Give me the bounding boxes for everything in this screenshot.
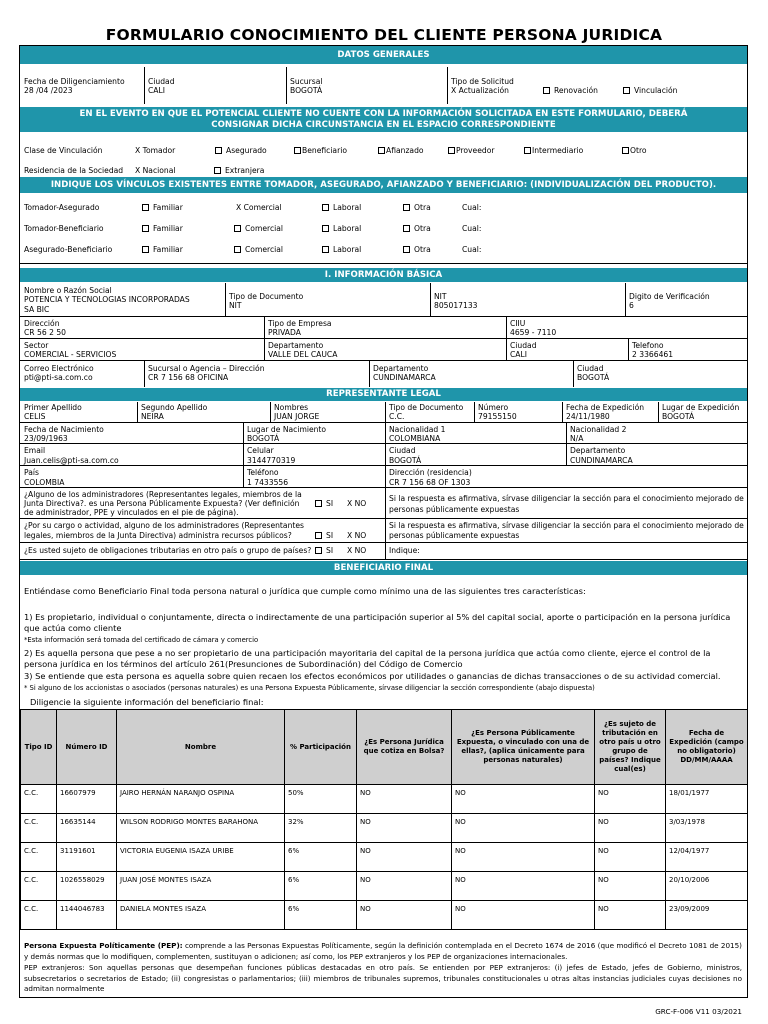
rl-departamento-value[interactable]: CUNDINAMARCA bbox=[570, 456, 633, 465]
ciiu-label: CIIU bbox=[510, 319, 526, 328]
beneficiario-diligencie: Diligencie la siguiente información del beneficiario final: bbox=[30, 697, 264, 707]
beneficiario-p1: 1) Es propietario, individual o conjuntamente, directa o indirectamente de una participación superior al 5% del capital social, aporte o participación en la persona jurídica que actúa como cliente bbox=[24, 612, 731, 633]
vinculo-cual-label: Cual: bbox=[462, 203, 482, 212]
vinculo-familiar-checkbox[interactable]: Familiar bbox=[142, 203, 183, 212]
razon-social-value[interactable]: POTENCIA Y TECNOLOGIAS INCORPORADAS bbox=[24, 295, 190, 304]
tributario-no-option[interactable]: X NO bbox=[347, 546, 367, 555]
nit-value[interactable]: 805017133 bbox=[434, 301, 478, 310]
beneficiario-row bbox=[21, 843, 748, 872]
nit-label: NIT bbox=[434, 292, 447, 301]
vinculo-laboral-checkbox[interactable]: Laboral bbox=[322, 245, 361, 254]
vinculo-cual-label: Cual: bbox=[462, 224, 482, 233]
extranjera-checkbox[interactable]: Extranjera bbox=[214, 166, 264, 175]
vinculo-familiar-checkbox[interactable]: Familiar bbox=[142, 224, 183, 233]
beneficiario-cell[interactable]: 6% bbox=[285, 901, 357, 930]
notice-bar: EN EL EVENTO EN QUE EL POTENCIAL CLIENTE NO CUENTE CON LA INFORMACIÓN SOLICITADA EN ESTE FORMULARIO, DEBERÁ CONSIGNAR DICHA CIRCUNSTANCIA EN EL ESPACIO CORRESPONDIENTE bbox=[20, 107, 747, 132]
beneficiario-cell[interactable]: C.C. bbox=[21, 901, 57, 930]
beneficiario-cell[interactable]: NO bbox=[452, 872, 595, 901]
pep-no-option[interactable]: X NO bbox=[347, 499, 367, 508]
recursos-question-line1: ¿Por su cargo o actividad, alguno de los administradores (Representantes bbox=[24, 521, 304, 530]
nacionalidad2-value[interactable]: N/A bbox=[570, 434, 584, 443]
beneficiario-cell[interactable]: NO bbox=[452, 814, 595, 843]
beneficiario-cell[interactable]: NO bbox=[595, 872, 666, 901]
pep-si-checkbox[interactable]: SI bbox=[315, 499, 333, 508]
recursos-no-option[interactable]: X NO bbox=[347, 531, 367, 540]
vinculo-otra-checkbox[interactable]: Otra bbox=[403, 224, 431, 233]
ciiu-value[interactable]: 4659 - 7110 bbox=[510, 328, 557, 337]
correo-value[interactable]: pti@pti-sa.com.co bbox=[24, 373, 93, 382]
nombres-value[interactable]: JUAN JORGE bbox=[274, 412, 320, 421]
pep-extranjeros-definition: PEP extranjeros: Son aquellas personas que desempeñan funciones públicas destacadas en otro país. Se entienden por PEP extranjeros: (i) jefes de Estado, jefes de Gobierno, ministros, subsecretarios o secretarios de Estado; (ii) congresistas o parlamentarios; (iii) miembros de tribunales supremos, tribunales constitucionales u otras altas instancias judiciales cuyas decisiones no admitan normalmente bbox=[24, 963, 742, 993]
segundo-apellido-value[interactable]: NEIRA bbox=[141, 412, 164, 421]
rl-departamento-label: Departamento bbox=[570, 446, 626, 455]
beneficiario-cell[interactable]: NO bbox=[452, 901, 595, 930]
beneficiario-col-header: Tipo ID bbox=[21, 710, 57, 785]
beneficiario-cell[interactable]: NO bbox=[357, 901, 452, 930]
afianzado-checkbox[interactable]: Afianzado bbox=[378, 146, 424, 155]
beneficiario-cell[interactable]: 23/09/2009 bbox=[666, 901, 748, 930]
beneficiario-cell[interactable]: 32% bbox=[285, 814, 357, 843]
beneficiario-note1: *Esta información será tomada del certificado de cámara y comercio bbox=[24, 636, 259, 644]
segundo-apellido-label: Segundo Apellido bbox=[141, 403, 208, 412]
section-bar-representante-legal: REPRESENTANTE LEGAL bbox=[20, 388, 747, 401]
tributario-indique-label: Indique: bbox=[389, 546, 420, 555]
beneficiario-cell[interactable]: NO bbox=[452, 785, 595, 814]
beneficiario-cell[interactable]: NO bbox=[357, 872, 452, 901]
rl-telefono-label: Teléfono bbox=[247, 468, 279, 477]
asegurado-checkbox[interactable]: Asegurado bbox=[215, 146, 267, 155]
beneficiario-cell[interactable]: NO bbox=[595, 843, 666, 872]
section-bar-beneficiario-final: BENEFICIARIO FINAL bbox=[20, 561, 747, 575]
lugar-expedicion-value[interactable]: BOGOTÁ bbox=[662, 412, 695, 421]
pais-label: País bbox=[24, 468, 39, 477]
direccion-residencia-value[interactable]: CR 7 156 68 OF 1303 bbox=[389, 478, 471, 487]
ciudad-basica-value[interactable]: CALI bbox=[510, 350, 527, 359]
razon-social-value-line2[interactable]: SA BIC bbox=[24, 305, 50, 314]
recursos-response-line1: Si la respuesta es afirmativa, sírvase diligenciar la sección para el conocimiento mejorado de bbox=[389, 521, 744, 530]
vinculo-otra-checkbox[interactable]: Otra bbox=[403, 245, 431, 254]
vinculo-row-label: Tomador-Asegurado bbox=[24, 203, 100, 212]
fecha-value[interactable]: 28 /04 /2023 bbox=[24, 86, 73, 95]
tomador-option[interactable]: X Tomador bbox=[135, 146, 176, 155]
vinculo-comercial-option[interactable]: X Comercial bbox=[236, 203, 282, 212]
sucursal-direccion-label: Sucursal o Agencia – Dirección bbox=[148, 364, 265, 373]
beneficiario-row bbox=[21, 814, 748, 843]
nacionalidad1-value[interactable]: COLOMBIANA bbox=[389, 434, 441, 443]
celular-value[interactable]: 3144770319 bbox=[247, 456, 296, 465]
recursos-question-line2: legales, miembros de la Junta Directiva) administra recursos públicos? bbox=[24, 531, 292, 540]
rl-tipo-documento-value[interactable]: C.C. bbox=[389, 412, 405, 421]
vinculo-otra-checkbox[interactable]: Otra bbox=[403, 203, 431, 212]
form-code: GRC-F-006 V11 03/2021 bbox=[655, 1007, 742, 1016]
primer-apellido-value[interactable]: CELIS bbox=[24, 412, 46, 421]
beneficiario-cell[interactable]: JAIRO HERNÁN NARANJO OSPINA bbox=[117, 785, 285, 814]
beneficiario-cell[interactable]: C.C. bbox=[21, 785, 57, 814]
ciudad-basica-label: Ciudad bbox=[510, 341, 537, 350]
beneficiario-cell[interactable]: 50% bbox=[285, 785, 357, 814]
rl-telefono-value[interactable]: 1 7433556 bbox=[247, 478, 289, 487]
proveedor-checkbox[interactable]: Proveedor bbox=[448, 146, 494, 155]
rl-tipo-documento-label: Tipo de Documento bbox=[389, 403, 464, 412]
beneficiario-cell[interactable]: NO bbox=[357, 814, 452, 843]
beneficiario-row bbox=[21, 785, 748, 814]
digito-verificacion-value[interactable]: 6 bbox=[629, 301, 634, 310]
rl-numero-value[interactable]: 79155150 bbox=[478, 412, 517, 421]
vinculo-row-label: Asegurado-Beneficiario bbox=[24, 245, 113, 254]
intermediario-checkbox[interactable]: Intermediario bbox=[524, 146, 583, 155]
departamento-label: Departamento bbox=[268, 341, 324, 350]
sucursal-value[interactable]: BOGOTÁ bbox=[290, 86, 323, 95]
departamento2-value[interactable]: CUNDINAMARCA bbox=[373, 373, 436, 382]
vinculacion-checkbox[interactable]: Vinculación bbox=[623, 86, 677, 95]
pep-question-line2: Junta Directiva?. es una Persona Públicamente Expuesta? (Ver definición bbox=[24, 499, 300, 508]
email-value[interactable]: Juan.celis@pti-sa.com.co bbox=[24, 456, 119, 465]
ciudad2-label: Ciudad bbox=[577, 364, 604, 373]
beneficiario-cell[interactable]: NO bbox=[595, 785, 666, 814]
departamento2-label: Departamento bbox=[373, 364, 429, 373]
ciudad2-value[interactable]: BOGOTÁ bbox=[577, 373, 610, 382]
direccion-value[interactable]: CR 56 2 50 bbox=[24, 328, 66, 337]
beneficiario-cell[interactable]: VICTORIA EUGENIA ISAZA URIBE bbox=[117, 843, 285, 872]
fecha-expedicion-label: Fecha de Expedición bbox=[566, 403, 645, 412]
otro-checkbox[interactable]: Otro bbox=[622, 146, 647, 155]
tipo-solicitud-actualizacion[interactable]: X Actualización bbox=[451, 86, 509, 95]
vinculo-laboral-checkbox[interactable]: Laboral bbox=[322, 224, 361, 233]
pais-value[interactable]: COLOMBIA bbox=[24, 478, 65, 487]
section-bar-informacion-basica: I. INFORMACIÓN BÁSICA bbox=[20, 268, 747, 282]
ciudad-value[interactable]: CALI bbox=[148, 86, 165, 95]
beneficiario-cell[interactable]: 3/03/1978 bbox=[666, 814, 748, 843]
vinculo-comercial-checkbox[interactable]: Comercial bbox=[234, 245, 283, 254]
vinculo-comercial-checkbox[interactable]: Comercial bbox=[234, 224, 283, 233]
email-label: Email bbox=[24, 446, 46, 455]
departamento-value[interactable]: VALLE DEL CAUCA bbox=[268, 350, 338, 359]
pep-response-line1: Si la respuesta es afirmativa, sírvase diligenciar la sección para el conocimiento mejorado de bbox=[389, 494, 744, 503]
telefono-label: Telefono bbox=[632, 341, 664, 350]
beneficiario-cell[interactable]: 6% bbox=[285, 872, 357, 901]
tipo-solicitud-label: Tipo de Solicitud bbox=[451, 77, 514, 86]
beneficiario-cell[interactable]: NO bbox=[595, 901, 666, 930]
direccion-label: Dirección bbox=[24, 319, 60, 328]
fecha-nacimiento-value[interactable]: 23/09/1963 bbox=[24, 434, 68, 443]
beneficiario-cell[interactable]: C.C. bbox=[21, 872, 57, 901]
pep-question-line3: de administrador, PPE y vinculados en el pie de página). bbox=[24, 508, 239, 517]
beneficiario-cell[interactable]: 12/04/1977 bbox=[666, 843, 748, 872]
sector-label: Sector bbox=[24, 341, 49, 350]
pep-question-line1: ¿Alguno de los administradores (Representantes legales, miembros de la bbox=[24, 490, 302, 499]
beneficiario-cell[interactable]: 16635144 bbox=[57, 814, 117, 843]
beneficiario-cell[interactable]: WILSON RODRIGO MONTES BARAHONA bbox=[117, 814, 285, 843]
beneficiario-p2: 2) Es aquella persona que pese a no ser propietario de una participación mayoritaria del capital de la persona jurídica que actúa como cliente, ejerce el control de la persona jurídica en los términos del artículo 261(Presunciones de Subordinación) del Código de Comercio bbox=[24, 648, 711, 669]
beneficiario-cell[interactable]: 6% bbox=[285, 843, 357, 872]
sucursal-direccion-value[interactable]: CR 7 156 68 OFICINA bbox=[148, 373, 229, 382]
ciudad-label: Ciudad bbox=[148, 77, 175, 86]
beneficiario-cell[interactable]: 18/01/1977 bbox=[666, 785, 748, 814]
beneficiario-col-header: Fecha de Expedición (campo no obligatorio) DD/MM/AAAA bbox=[666, 710, 748, 785]
beneficiario-cell[interactable]: C.C. bbox=[21, 843, 57, 872]
digito-verificacion-label: Digito de Verificación bbox=[629, 292, 710, 301]
vinculo-familiar-checkbox[interactable]: Familiar bbox=[142, 245, 183, 254]
lugar-nacimiento-value[interactable]: BOGOTÁ bbox=[247, 434, 280, 443]
recursos-response-line2: personas públicamente expuestas bbox=[389, 531, 520, 540]
razon-social-label: Nombre o Razón Social bbox=[24, 286, 112, 295]
residencia-label: Residencia de la Sociedad bbox=[24, 166, 124, 175]
pep-response-line2: personas públicamente expuestas bbox=[389, 505, 520, 514]
rl-ciudad-value[interactable]: BOGOTÁ bbox=[389, 456, 422, 465]
tributario-si-checkbox[interactable]: SI bbox=[315, 546, 333, 555]
beneficiario-table bbox=[20, 709, 748, 930]
correo-label: Correo Electrónico bbox=[24, 364, 94, 373]
tipo-documento-label: Tipo de Documento bbox=[229, 292, 304, 301]
beneficiario-cell[interactable]: C.C. bbox=[21, 814, 57, 843]
beneficiario-cell[interactable]: 31191601 bbox=[57, 843, 117, 872]
beneficiario-col-header: ¿Es sujeto de tributación en otro país u otro grupo de países? Indique cual(es) bbox=[595, 710, 666, 785]
vinculo-row-label: Tomador-Beneficiario bbox=[24, 224, 104, 233]
recursos-si-checkbox[interactable]: SI bbox=[315, 531, 333, 540]
lugar-expedicion-label: Lugar de Expedición bbox=[662, 403, 740, 412]
beneficiario-cell[interactable]: NO bbox=[357, 785, 452, 814]
section-bar-datos-generales: DATOS GENERALES bbox=[20, 46, 747, 64]
beneficiario-cell[interactable]: DANIELA MONTES ISAZA bbox=[117, 901, 285, 930]
tributario-question: ¿Es usted sujeto de obligaciones tributarias en otro país o grupo de países? bbox=[24, 546, 312, 555]
nacionalidad1-label: Nacionalidad 1 bbox=[389, 425, 446, 434]
beneficiario-col-header: Nombre bbox=[117, 710, 285, 785]
beneficiario-cell[interactable]: 1026558029 bbox=[57, 872, 117, 901]
beneficiario-cell[interactable]: 20/10/2006 bbox=[666, 872, 748, 901]
sector-value[interactable]: COMERCIAL - SERVICIOS bbox=[24, 350, 117, 359]
primer-apellido-label: Primer Apellido bbox=[24, 403, 82, 412]
lugar-nacimiento-label: Lugar de Nacimiento bbox=[247, 425, 327, 434]
vinculo-cual-label: Cual: bbox=[462, 245, 482, 254]
nacionalidad2-label: Nacionalidad 2 bbox=[570, 425, 627, 434]
beneficiario-cell[interactable]: 16607979 bbox=[57, 785, 117, 814]
renovacion-checkbox[interactable]: Renovación bbox=[543, 86, 598, 95]
beneficiario-note2: * Si alguno de los accionistas o asociados (personas naturales) es una Persona Expuesta Públicamente, sírvase diligenciar la sección correspondiente (abajo dispuesta) bbox=[24, 684, 595, 692]
beneficiario-cell[interactable]: NO bbox=[452, 843, 595, 872]
rl-numero-label: Número bbox=[478, 403, 509, 412]
clase-label: Clase de Vinculación bbox=[24, 146, 103, 155]
fecha-expedicion-value[interactable]: 24/11/1980 bbox=[566, 412, 610, 421]
beneficiario-row bbox=[21, 872, 748, 901]
beneficiario-row bbox=[21, 901, 748, 930]
celular-label: Celular bbox=[247, 446, 274, 455]
beneficiario-col-header: Número ID bbox=[57, 710, 117, 785]
nombres-label: Nombres bbox=[274, 403, 309, 412]
fecha-label: Fecha de Diligenciamiento bbox=[24, 77, 125, 86]
fecha-nacimiento-label: Fecha de Nacimiento bbox=[24, 425, 104, 434]
beneficiario-cell[interactable]: NO bbox=[357, 843, 452, 872]
beneficiario-col-header: ¿Es Persona Jurídica que cotiza en Bolsa? bbox=[357, 710, 452, 785]
rl-ciudad-label: Ciudad bbox=[389, 446, 416, 455]
beneficiario-cell[interactable]: 1144046783 bbox=[57, 901, 117, 930]
tipo-empresa-label: Tipo de Empresa bbox=[268, 319, 332, 328]
tipo-documento-value[interactable]: NIT bbox=[229, 301, 242, 310]
beneficiario-checkbox[interactable]: Beneficiario bbox=[294, 146, 347, 155]
sucursal-label: Sucursal bbox=[290, 77, 323, 86]
beneficiario-cell[interactable]: JUAN JOSÉ MONTES ISAZA bbox=[117, 872, 285, 901]
form-title: FORMULARIO CONOCIMIENTO DEL CLIENTE PERSONA JURIDICA bbox=[105, 26, 663, 44]
telefono-value[interactable]: 2 3366461 bbox=[632, 350, 674, 359]
tipo-empresa-value[interactable]: PRIVADA bbox=[268, 328, 301, 337]
vinculo-laboral-checkbox[interactable]: Laboral bbox=[322, 203, 361, 212]
beneficiario-intro: Entiéndase como Beneficiario Final toda persona natural o jurídica que cumple como mínimo una de las siguientes tres características: bbox=[24, 586, 586, 596]
direccion-residencia-label: Dirección (residencia) bbox=[389, 468, 472, 477]
beneficiario-col-header: ¿Es Persona Públicamente Expuesta, o vinculado con una de ellas?, (aplica únicamente para personas naturales) bbox=[452, 710, 595, 785]
pep-definition: Persona Expuesta Políticamente (PEP): comprende a las Personas Expuestas Políticamente, según la definición contemplada en el Decreto 1674 de 2016 (que modificó el Decreto 1081 de 2015) y demás normas que lo modifiquen, complementen, sustituyan o adicionen; así como, los PEP extranjeros y los PEP de organizaciones internacionales. bbox=[24, 941, 742, 961]
beneficiario-col-header: % Participación bbox=[285, 710, 357, 785]
beneficiario-p3: 3) Se entiende que esta persona es aquella sobre quien recaen los efectos económicos por utilidades o ganancias de dichas transacciones o de su actividad comercial. bbox=[24, 671, 721, 681]
section-bar-vinculos: INDIQUE LOS VÍNCULOS EXISTENTES ENTRE TOMADOR, ASEGURADO, AFIANZADO Y BENEFICIARIO: (INDIVIDUALIZACIÓN DEL PRODUCTO). bbox=[20, 177, 747, 193]
nacional-option[interactable]: X Nacional bbox=[135, 166, 176, 175]
beneficiario-cell[interactable]: NO bbox=[595, 814, 666, 843]
